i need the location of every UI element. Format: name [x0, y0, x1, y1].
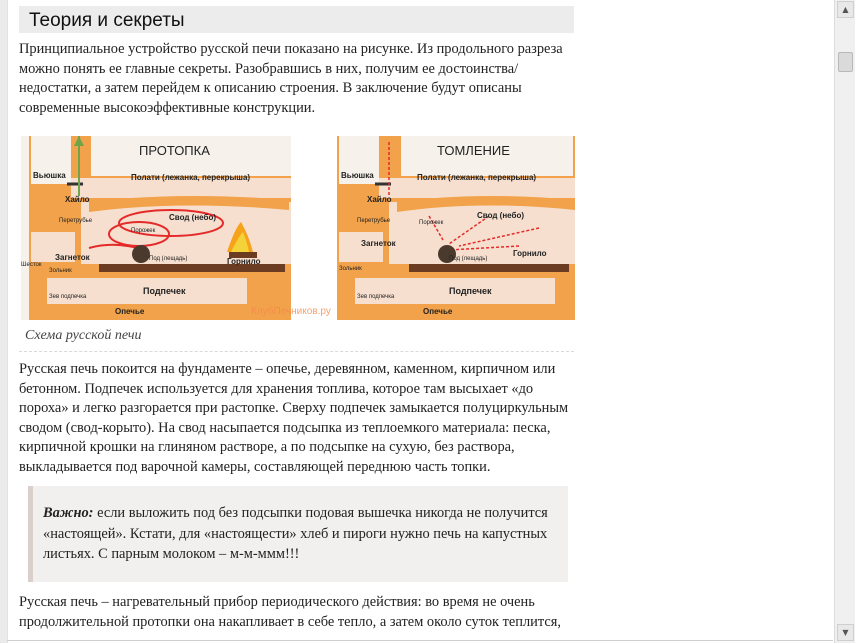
diagram-title-right: ТОМЛЕНИЕ	[437, 143, 510, 158]
important-note	[28, 486, 568, 582]
svg-text:Хайло: Хайло	[65, 195, 90, 204]
svg-text:Опечье: Опечье	[423, 307, 453, 316]
svg-text:Опечье: Опечье	[115, 307, 145, 316]
scroll-up-button[interactable]: ▲	[837, 1, 854, 18]
figure-caption: Схема русской печи	[25, 328, 142, 343]
divider	[19, 351, 574, 352]
svg-text:Горнило: Горнило	[227, 257, 261, 266]
svg-text:Подпечек: Подпечек	[449, 286, 492, 296]
svg-text:Зев подпечка: Зев подпечка	[49, 294, 87, 300]
svg-text:Вьюшка: Вьюшка	[33, 171, 66, 180]
svg-text:Полати (лежанка, перекрыша): Полати (лежанка, перекрыша)	[417, 173, 537, 182]
svg-text:Хайло: Хайло	[367, 195, 392, 204]
svg-text:Под (лещадь): Под (лещадь)	[149, 256, 188, 262]
svg-text:Подпечек: Подпечек	[143, 286, 186, 296]
svg-text:Порожек: Порожек	[131, 228, 156, 234]
important-note-label: Важно:	[43, 505, 94, 521]
window-bottom-edge	[7, 640, 833, 641]
svg-text:Шесток: Шесток	[21, 262, 42, 268]
svg-text:Перетрубье: Перетрубье	[59, 218, 93, 224]
intro-paragraph: Принципиальное устройство русской печи показано на рисунке. Из продольного разреза можно понять ее главные секреты. Разобравшись в них, получим ее достоинства/недостатки, а затем перейдем к описанию строения. В заключение будут описаны современные высокоэффективные конструкции.	[19, 41, 563, 116]
svg-text:Свод (небо): Свод (небо)	[169, 213, 217, 222]
important-note-text	[33, 486, 568, 565]
vertical-scrollbar[interactable]	[834, 0, 855, 643]
svg-text:Свод (небо): Свод (небо)	[477, 211, 525, 220]
diagram-panel-protopka	[21, 136, 331, 320]
svg-text:Зев подпечка: Зев подпечка	[357, 294, 395, 300]
svg-text:Загнеток: Загнеток	[361, 239, 396, 248]
scroll-down-button[interactable]: ▼	[837, 624, 854, 641]
stove-diagram	[19, 136, 575, 322]
svg-text:Зольник: Зольник	[49, 268, 72, 274]
section-heading: Теория и секреты	[29, 10, 185, 31]
svg-text:Перетрубье: Перетрубье	[357, 218, 391, 224]
svg-text:Зольник: Зольник	[339, 266, 362, 272]
svg-text:КлубПечников.ру: КлубПечников.ру	[251, 306, 331, 317]
body-paragraph: Русская печь покоится на фундаменте – опечье, деревянном, каменном, кирпичном или бетонном. Подпечек используется для хранения топлива, которое там высыхает «до пороха» и легко разгорается при растопке. Сверху подпечек замыкается полуциркульным сводом (свод-корыто). На свод насыпается подсыпка из теплоемкого материала: песка, кирпичной крошки на глиняном растворе, а по подсыпке на сухую, без раствора, выкладывается под варочной камеры, составляющей переднюю часть топки.	[19, 361, 569, 475]
diagram-title-left: ПРОТОПКА	[139, 143, 210, 158]
svg-text:Горнило: Горнило	[513, 249, 547, 258]
svg-text:Загнеток: Загнеток	[55, 253, 90, 262]
svg-text:Полати (лежанка, перекрыша): Полати (лежанка, перекрыша)	[131, 173, 251, 182]
svg-text:Вьюшка: Вьюшка	[341, 171, 374, 180]
scrollbar-thumb[interactable]	[838, 52, 853, 72]
body-paragraph-2: Русская печь – нагревательный прибор периодического действия: во время не очень продолжительной протопки она накапливает в себе тепло, а затем около суток теплится,	[19, 594, 561, 630]
section-heading-box	[19, 6, 574, 33]
diagram-panel-tomlenie	[337, 136, 575, 320]
important-note-body: если выложить под без подсыпки подовая вышечка никогда не получится «настоящей». Кстати, для «настоящести» хлеб и пироги нужно печь на капустных листьях. С парным молоком – м-м-ммм!!!	[43, 505, 548, 562]
svg-text:Под (лещадь): Под (лещадь)	[449, 256, 488, 262]
svg-text:Порожек: Порожек	[419, 220, 444, 226]
